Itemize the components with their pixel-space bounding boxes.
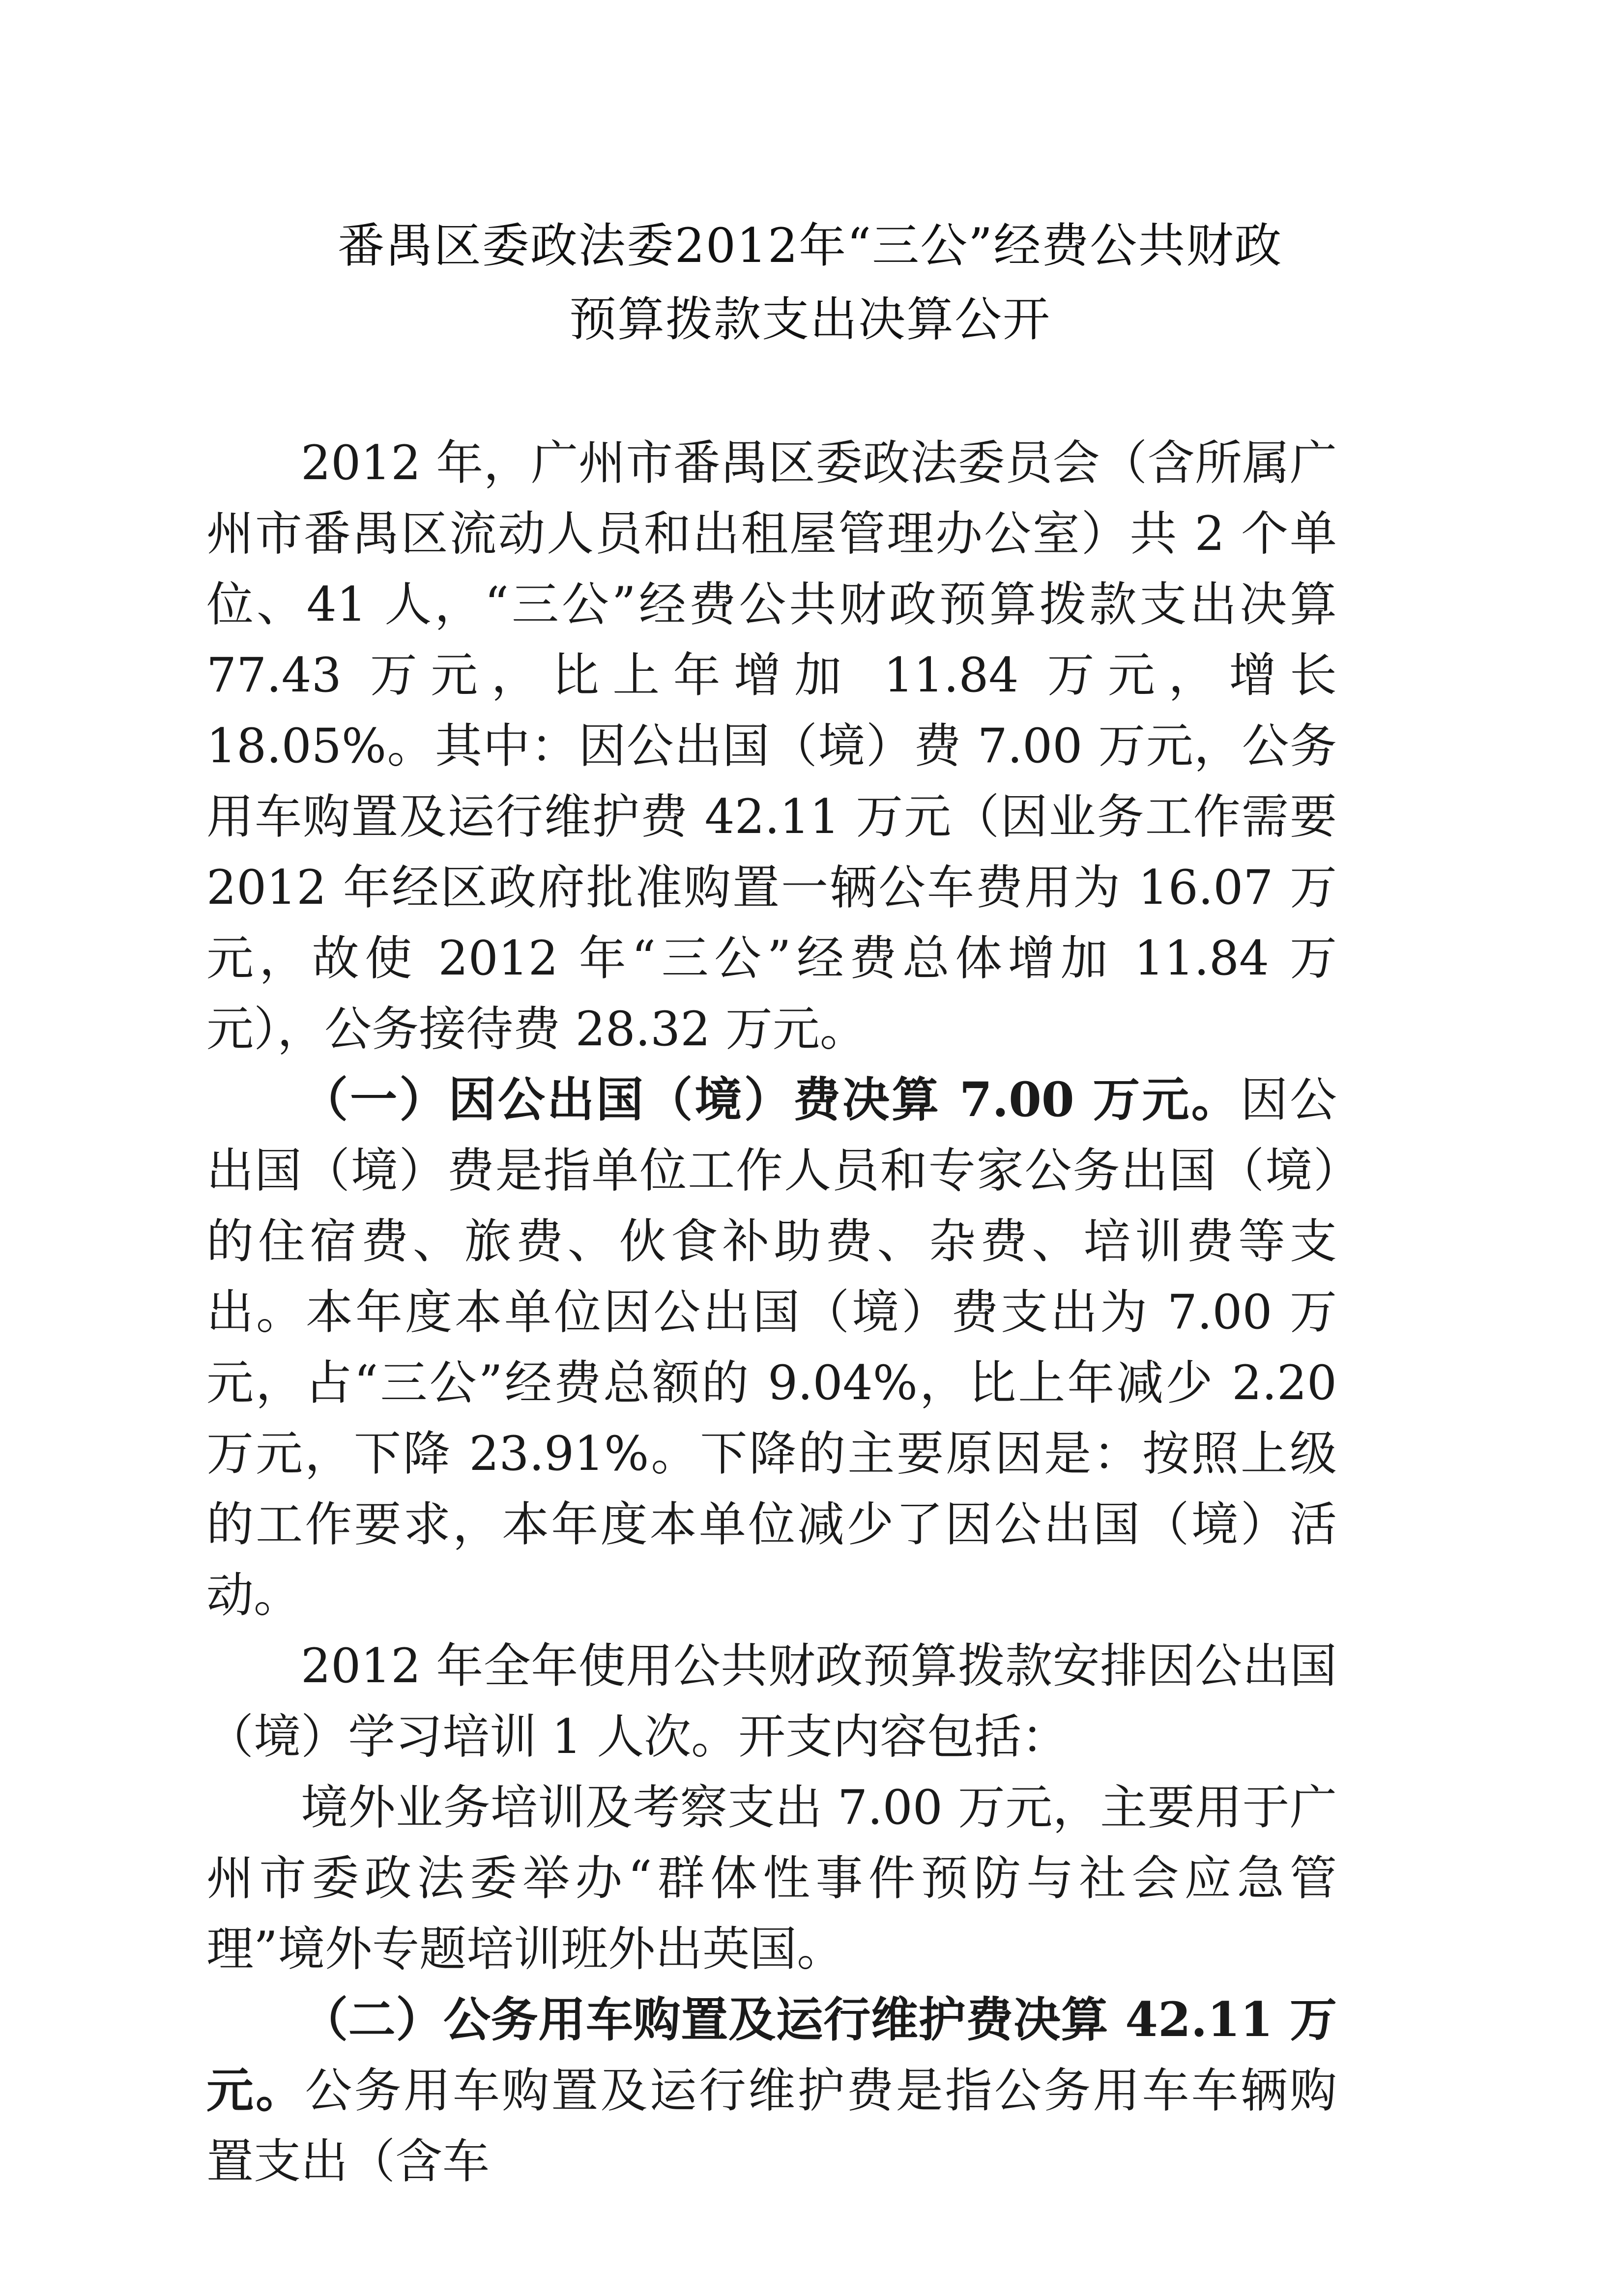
paragraph-training-detail	[206, 1772, 1337, 1984]
paragraph-text: 2012 年全年使用公共财政预算拨款安排因公出国（境）学习培训 1 人次。开支内容包括：	[206, 1638, 1337, 1764]
section-heading: （一）因公出国（境）费决算 7.00 万元。	[301, 1072, 1241, 1127]
paragraph-text: 因公出国（境）费是指单位工作人员和专家公务出国（境）的住宿费、旅费、伙食补助费、杂费、培训费等支出。本年度本单位因公出国（境）费支出为 7.00 万元，占“三公”经费总额的 9.04%，比上年减少 2.20 万元，下降 23.91%。下降的主要原因是：按照上级的工作要求，本年度本单位减少了因公出国（境）活动。	[206, 1072, 1337, 1623]
document-title-line-1: 番禺区委政法委2012年“三公”经费公共财政	[337, 218, 1283, 273]
document-title-line-2: 预算拨款支出决算公开	[569, 292, 1051, 347]
paragraph-overview	[206, 428, 1337, 1064]
section-heading: （二）公务用车购置及运行维护费决算 42.11 万元。	[206, 1992, 1337, 2118]
paragraph-text: 2012 年，广州市番禺区委政法委员会（含所属广州市番禺区流动人员和出租屋管理办公室）共 2 个单位、41 人，“三公”经费公共财政预算拨款支出决算 77.43 万元，比上年增加 11.84 万元，增长 18.05%。其中：因公出国（境）费 7.00 万元，公务用车购置及运行维护费 42.11 万元（因业务工作需要 2012 年经区政府批准购置一辆公车费用为 16.07 万元，故使 2012 年“三公”经费总体增加 11.84 万元），公务接待费 28.32 万元。	[206, 435, 1337, 1057]
paragraph-training-count	[206, 1631, 1337, 1772]
paragraph-text: 境外业务培训及考察支出 7.00 万元，主要用于广州市委政法委举办“群体性事件预防与社会应急管理”境外专题培训班外出英国。	[206, 1780, 1337, 1977]
document-body	[206, 428, 1337, 2197]
paragraph-text: 公务用车购置及运行维护费是指公务用车车辆购置支出（含车	[206, 2063, 1337, 2189]
paragraph-section-1	[206, 1064, 1337, 1631]
paragraph-section-2	[206, 1984, 1337, 2197]
